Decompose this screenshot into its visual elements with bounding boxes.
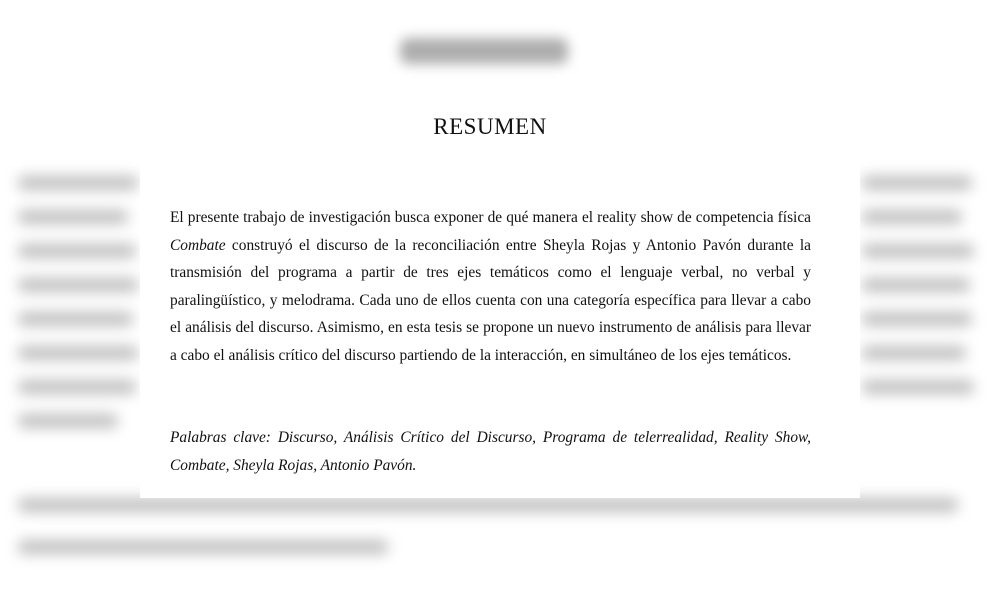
page-title: RESUMEN bbox=[433, 114, 547, 139]
abstract-paragraph bbox=[170, 204, 811, 370]
abstract-card bbox=[140, 158, 860, 498]
abstract-italic-title: Combate bbox=[170, 236, 226, 254]
keywords-paragraph: Palabras clave: Discurso, Análisis Crítico del Discurso, Programa de telerrealidad, Reality Show, Combate, Sheyla Rojas, Antonio Pavón. bbox=[170, 429, 811, 474]
abstract-text-start: El presente trabajo de investigación busca exponer de qué manera el reality show de competencia física bbox=[170, 209, 811, 226]
abstract-text-end: construyó el discurso de la reconciliación entre Sheyla Rojas y Antonio Pavón durante la transmisión del programa a partir de tres ejes temáticos como el lenguaje verbal, no verbal y paralingüístico, y melodrama. Cada uno de ellos cuenta con una categoría específica para llevar a cabo el análisis del discurso. Asimismo, en esta tesis se propone un nuevo instrumento de análisis para llevar a cabo el análisis crítico del discurso partiendo de la interacción, en simultáneo de los ejes temáticos. bbox=[170, 236, 811, 364]
